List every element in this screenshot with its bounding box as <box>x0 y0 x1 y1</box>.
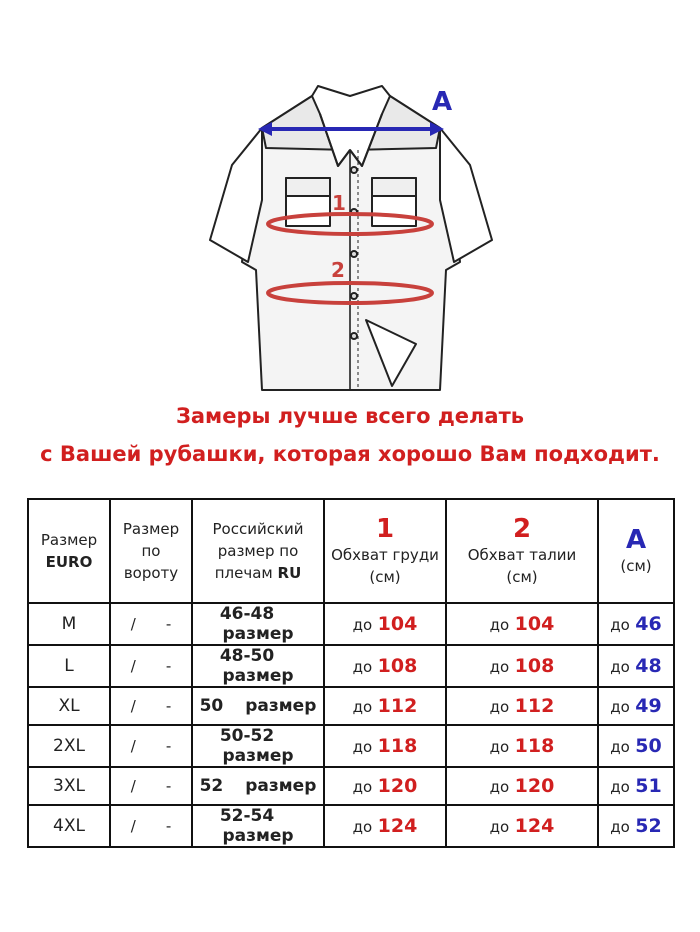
waist-value: 112 <box>514 695 555 717</box>
collar-separator: / <box>130 697 136 715</box>
collar-size-cell <box>110 725 192 767</box>
ru-size-word: размер <box>222 746 294 766</box>
ru-size-word: размер <box>222 826 294 846</box>
chest-prefix: до <box>352 778 373 796</box>
chest-value: 124 <box>377 815 418 837</box>
chest-prefix: до <box>352 616 373 634</box>
euro-size-value: 3XL <box>53 776 85 796</box>
chest-prefix: до <box>352 658 373 676</box>
ru-size-cell <box>192 687 324 725</box>
header-text: Размер <box>40 531 98 549</box>
waist-prefix: до <box>489 698 510 716</box>
collar-size-cell <box>110 645 192 687</box>
chest-cell <box>324 805 446 847</box>
chest-value: 118 <box>377 735 418 757</box>
collar-size-cell <box>110 687 192 725</box>
size-chart-table <box>27 498 675 848</box>
euro-size-value: 4XL <box>53 816 85 836</box>
shoulder-value: 52 <box>635 815 662 837</box>
table-row <box>28 603 674 645</box>
euro-size-cell <box>28 805 110 847</box>
waist-value: 108 <box>514 655 555 677</box>
header-chest <box>324 499 446 603</box>
collar-size-value: - <box>165 615 172 633</box>
collar-size-cell <box>110 603 192 645</box>
collar-size-cell <box>110 767 192 805</box>
shoulder-value: 49 <box>635 695 662 717</box>
collar-separator: / <box>130 817 136 835</box>
chest-prefix: до <box>352 738 373 756</box>
ru-size-range: 52-54 <box>219 806 275 826</box>
shirt-drawing <box>210 86 492 390</box>
shoulder-cell <box>598 603 674 645</box>
ru-size-range: 46-48 <box>219 604 275 624</box>
waist-cell <box>446 725 598 767</box>
ru-size-word: размер <box>245 696 317 716</box>
header-text: Обхват груди <box>331 546 439 564</box>
shoulder-value: 46 <box>635 613 662 635</box>
waist-value: 120 <box>514 775 555 797</box>
chest-cell <box>324 645 446 687</box>
header-ru-size <box>192 499 324 603</box>
collar-size-value: - <box>165 817 172 835</box>
table-row <box>28 645 674 687</box>
header-waist <box>446 499 598 603</box>
table-row <box>28 767 674 805</box>
shoulder-value: 51 <box>635 775 662 797</box>
shoulder-value: 48 <box>635 655 662 677</box>
waist-cell <box>446 767 598 805</box>
ru-size-cell <box>192 603 324 645</box>
waist-value: 104 <box>514 613 555 635</box>
shoulder-prefix: до <box>610 738 630 756</box>
shoulder-prefix: до <box>610 818 630 836</box>
waist-prefix: до <box>489 658 510 676</box>
shoulder-cell <box>598 767 674 805</box>
collar-size-value: - <box>165 657 172 675</box>
header-text: EURO <box>45 553 93 571</box>
header-text: (см) <box>620 557 652 575</box>
shoulder-prefix: до <box>610 658 630 676</box>
measure-note-line-1: Замеры лучше всего делать <box>175 404 525 428</box>
ru-size-cell <box>192 805 324 847</box>
chest-measure-label: 1 <box>332 191 346 215</box>
waist-prefix: до <box>489 818 510 836</box>
collar-separator: / <box>130 657 136 675</box>
header-waist-number: 2 <box>512 514 532 544</box>
header-text: плечам <box>214 564 273 582</box>
header-chest-number: 1 <box>375 514 395 544</box>
shirt-illustration <box>0 0 700 400</box>
euro-size-value: M <box>61 614 77 634</box>
waist-prefix: до <box>489 616 510 634</box>
waist-cell <box>446 603 598 645</box>
shoulder-prefix: до <box>610 698 630 716</box>
euro-size-value: XL <box>58 696 80 716</box>
chest-cell <box>324 687 446 725</box>
waist-prefix: до <box>489 778 510 796</box>
header-euro-size <box>28 499 110 603</box>
shoulder-cell <box>598 645 674 687</box>
header-text: Обхват талии <box>467 546 577 564</box>
chest-value: 112 <box>377 695 418 717</box>
shoulder-cell <box>598 725 674 767</box>
shoulder-prefix: до <box>610 778 630 796</box>
ru-size-word: размер <box>222 666 294 686</box>
table-row <box>28 805 674 847</box>
waist-measure-label: 2 <box>331 258 345 282</box>
waist-value: 124 <box>514 815 555 837</box>
euro-size-value: 2XL <box>53 736 85 756</box>
waist-cell <box>446 687 598 725</box>
collar-size-value: - <box>165 737 172 755</box>
chest-cell <box>324 767 446 805</box>
euro-size-cell <box>28 687 110 725</box>
header-collar-size <box>110 499 192 603</box>
collar-size-value: - <box>165 697 172 715</box>
ru-size-range: 50 <box>199 696 224 716</box>
chest-prefix: до <box>352 698 373 716</box>
chest-cell <box>324 725 446 767</box>
header-shoulder <box>598 499 674 603</box>
collar-size-value: - <box>165 777 172 795</box>
euro-size-value: L <box>64 656 74 676</box>
collar-separator: / <box>130 737 136 755</box>
header-text: размер по <box>217 542 299 560</box>
chest-value: 104 <box>377 613 418 635</box>
shoulder-measure-label: A <box>432 87 453 117</box>
ru-size-word: размер <box>245 776 317 796</box>
header-shoulder-letter: A <box>625 525 647 555</box>
chest-value: 120 <box>377 775 418 797</box>
header-text: (см) <box>506 568 538 586</box>
shoulder-cell <box>598 805 674 847</box>
collar-separator: / <box>130 615 136 633</box>
shoulder-cell <box>598 687 674 725</box>
header-text: (см) <box>369 568 401 586</box>
waist-value: 118 <box>514 735 555 757</box>
table-header-row <box>28 499 674 603</box>
ru-size-range: 50-52 <box>219 726 275 746</box>
ru-size-cell <box>192 725 324 767</box>
chest-cell <box>324 603 446 645</box>
shoulder-value: 50 <box>635 735 662 757</box>
waist-cell <box>446 645 598 687</box>
measure-note-line-2: с Вашей рубашки, которая хорошо Вам подходит. <box>40 442 660 466</box>
waist-prefix: до <box>489 738 510 756</box>
header-text: вороту <box>123 564 179 582</box>
ru-size-cell <box>192 645 324 687</box>
ru-size-word: размер <box>222 624 294 644</box>
ru-size-range: 48-50 <box>219 646 275 666</box>
header-text: по <box>141 542 161 560</box>
euro-size-cell <box>28 767 110 805</box>
header-text: Размер <box>122 520 180 538</box>
ru-size-cell <box>192 767 324 805</box>
euro-size-cell <box>28 725 110 767</box>
table-row <box>28 687 674 725</box>
header-text: RU <box>277 564 302 582</box>
chest-prefix: до <box>352 818 373 836</box>
header-text: Российский <box>212 520 304 538</box>
ru-size-range: 52 <box>199 776 224 796</box>
collar-size-cell <box>110 805 192 847</box>
shoulder-prefix: до <box>610 616 630 634</box>
euro-size-cell <box>28 645 110 687</box>
waist-cell <box>446 805 598 847</box>
euro-size-cell <box>28 603 110 645</box>
chest-value: 108 <box>377 655 418 677</box>
table-row <box>28 725 674 767</box>
collar-separator: / <box>130 777 136 795</box>
